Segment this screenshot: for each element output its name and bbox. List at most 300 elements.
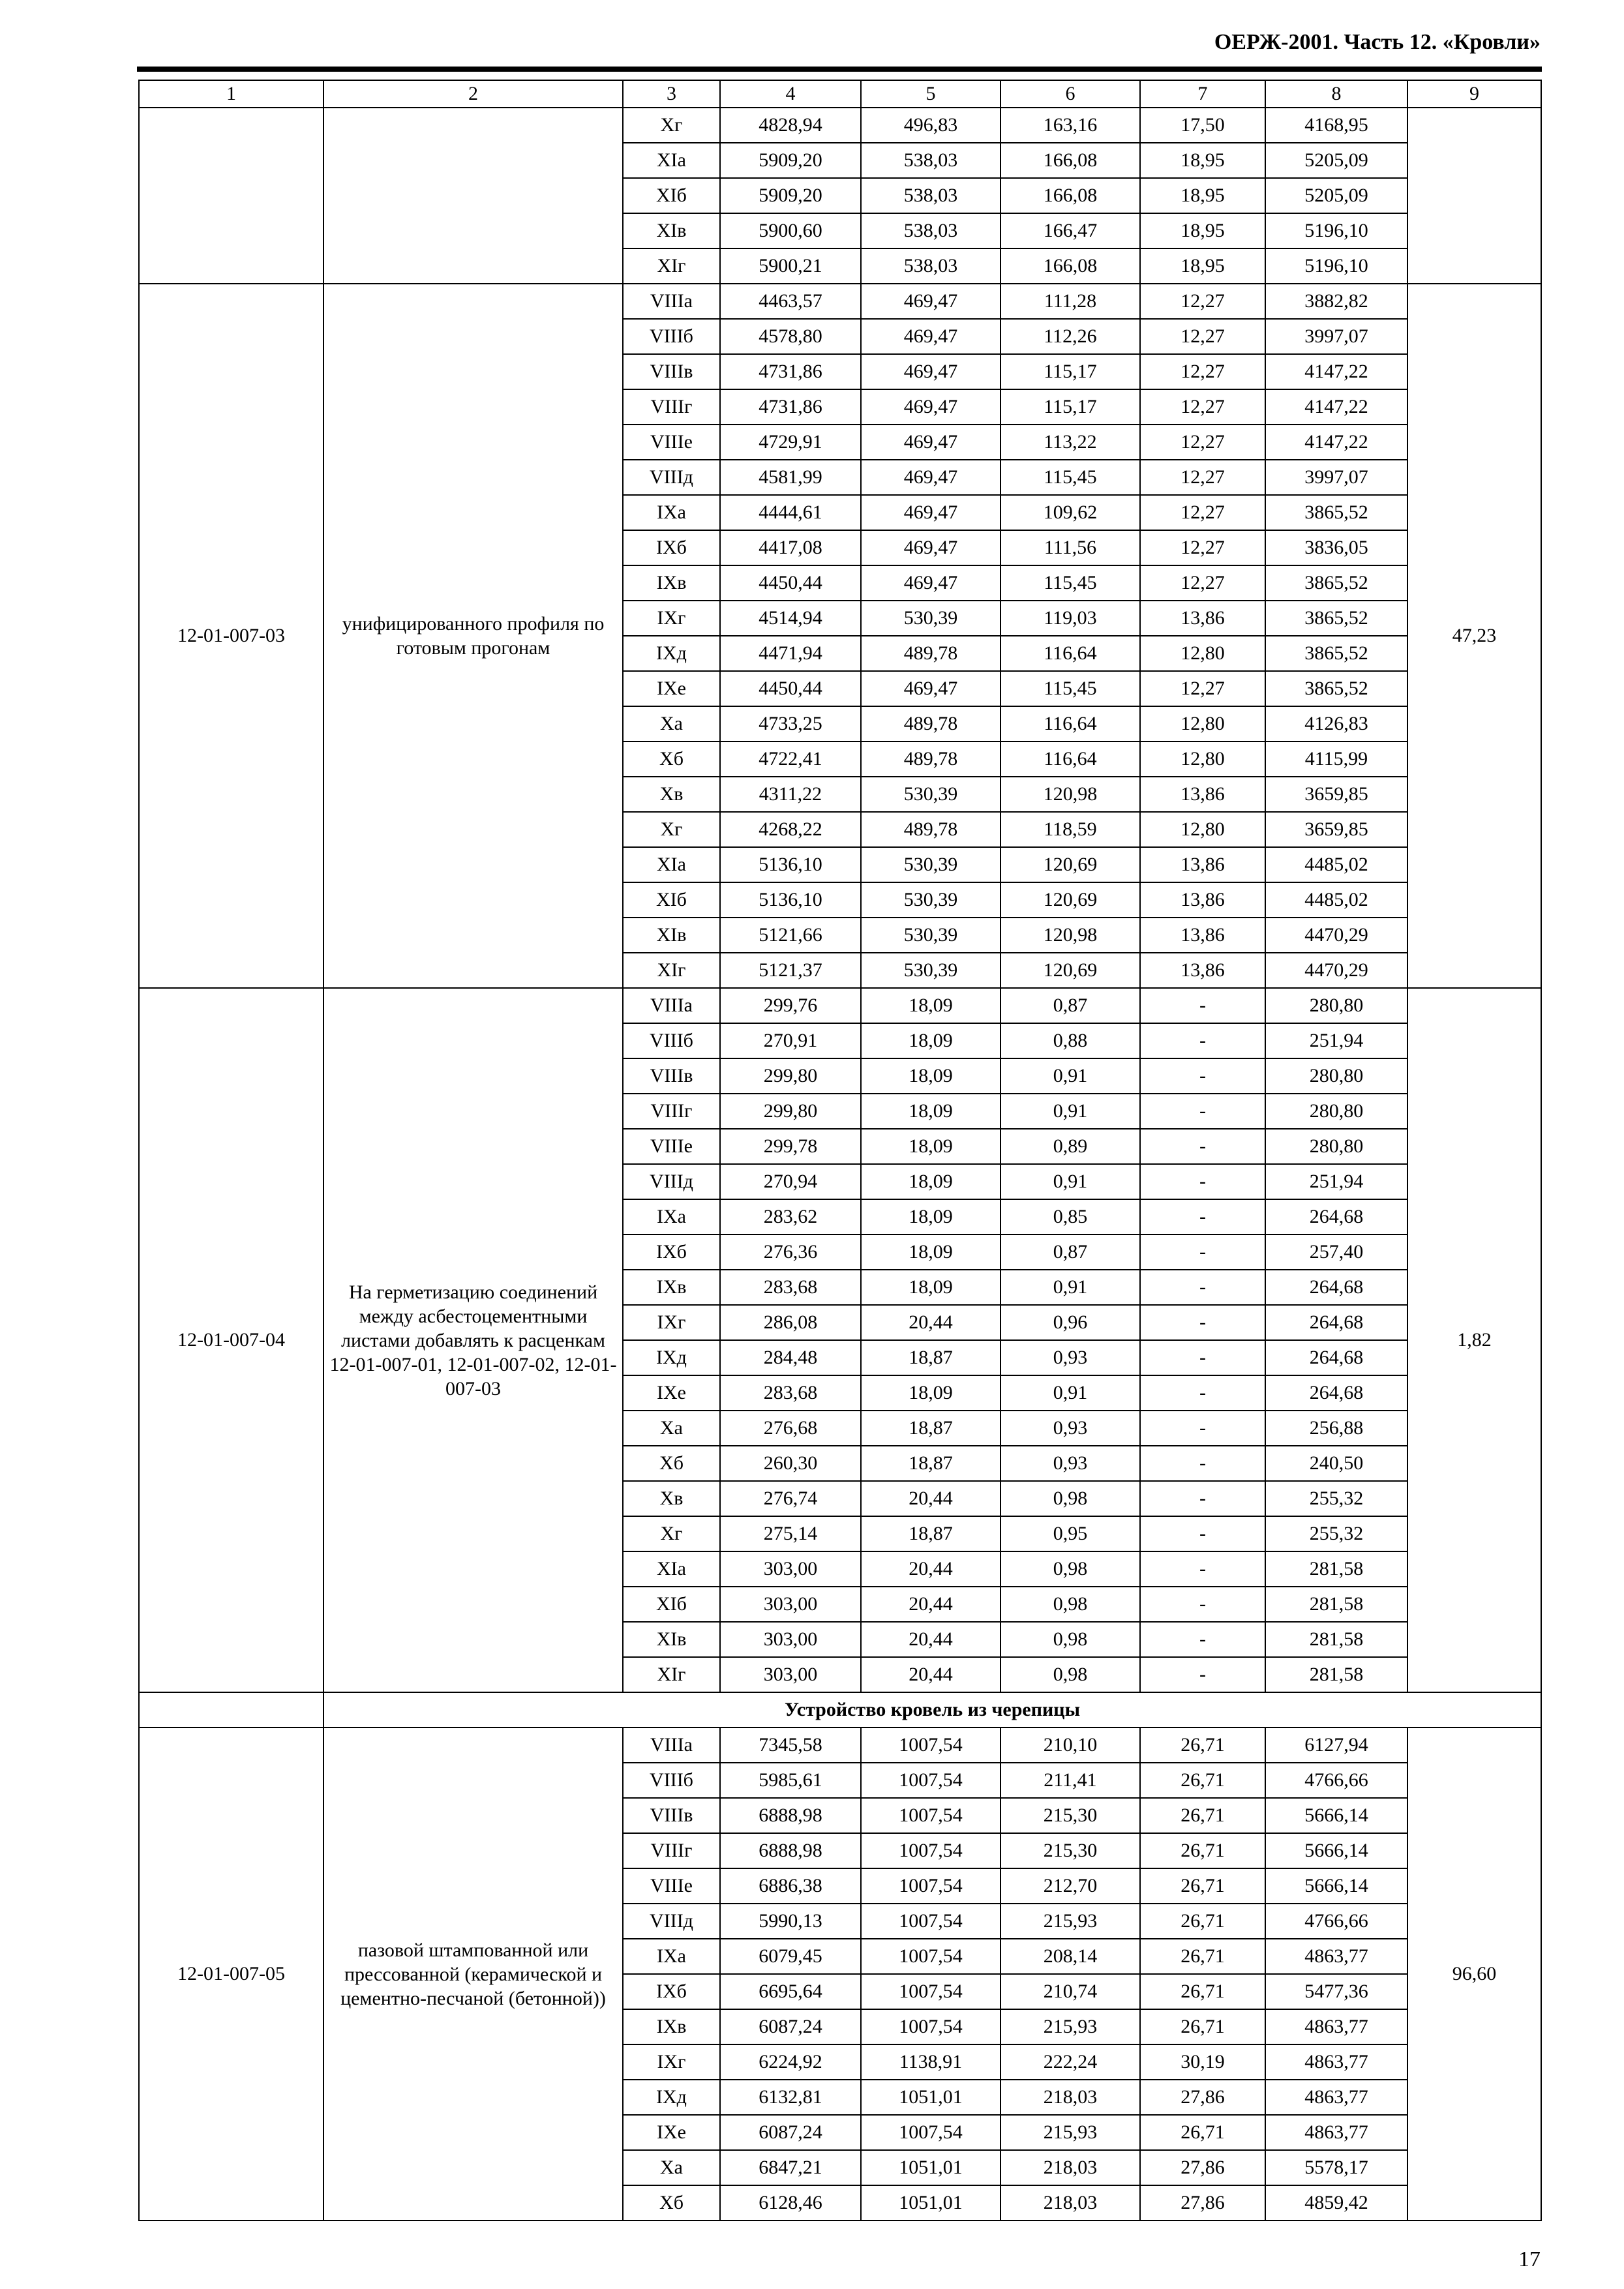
section-title: Устройство кровель из черепицы	[323, 1692, 1541, 1728]
value-cell: 4766,66	[1265, 1763, 1407, 1798]
value-cell: 111,28	[1000, 284, 1140, 319]
zone-cell: XIв	[623, 918, 720, 953]
value-cell: 5196,10	[1265, 248, 1407, 284]
value-cell: 4863,77	[1265, 1939, 1407, 1974]
value-cell: -	[1140, 1411, 1265, 1446]
column-header: 3	[623, 80, 720, 108]
zone-cell: VIIIг	[623, 389, 720, 425]
value-cell: 0,93	[1000, 1446, 1140, 1481]
zone-cell: VIIIг	[623, 1094, 720, 1129]
value-cell: 5136,10	[720, 847, 861, 882]
value-cell: -	[1140, 1129, 1265, 1164]
value-cell: 115,17	[1000, 354, 1140, 389]
zone-cell: XIб	[623, 1587, 720, 1622]
value-cell: 26,71	[1140, 1728, 1265, 1763]
value-cell: 1051,01	[861, 2150, 1000, 2185]
value-cell: 13,86	[1140, 847, 1265, 882]
value-cell: 0,95	[1000, 1516, 1140, 1551]
value-cell: 4722,41	[720, 741, 861, 777]
value-cell: 163,16	[1000, 108, 1140, 143]
zone-cell: IXб	[623, 1234, 720, 1270]
value-cell: 4863,77	[1265, 2009, 1407, 2044]
value-cell: 281,58	[1265, 1657, 1407, 1692]
zone-cell: IXб	[623, 1974, 720, 2009]
value-cell: 303,00	[720, 1657, 861, 1692]
value-cell: 0,91	[1000, 1375, 1140, 1411]
value-cell: 120,69	[1000, 882, 1140, 918]
value-cell: 12,27	[1140, 284, 1265, 319]
value-cell: 6886,38	[720, 1868, 861, 1904]
value-cell: 120,98	[1000, 777, 1140, 812]
value-cell: 166,47	[1000, 213, 1140, 248]
value-cell: 1051,01	[861, 2185, 1000, 2221]
value-cell: 283,62	[720, 1199, 861, 1234]
value-cell: 218,03	[1000, 2080, 1140, 2115]
value-cell: 0,98	[1000, 1551, 1140, 1587]
zone-cell: XIг	[623, 1657, 720, 1692]
zone-cell: VIIIв	[623, 354, 720, 389]
value-cell: 530,39	[861, 777, 1000, 812]
value-cell: 299,76	[720, 988, 861, 1023]
value-cell: 12,27	[1140, 495, 1265, 530]
value-cell: 119,03	[1000, 601, 1140, 636]
value-cell: 109,62	[1000, 495, 1140, 530]
value-cell: 251,94	[1265, 1164, 1407, 1199]
value-cell: 469,47	[861, 565, 1000, 601]
value-cell: 0,88	[1000, 1023, 1140, 1058]
value-cell: 4470,29	[1265, 953, 1407, 988]
value-cell: 270,94	[720, 1164, 861, 1199]
price-table	[138, 80, 1542, 2221]
value-cell: 283,68	[720, 1270, 861, 1305]
value-cell: 489,78	[861, 812, 1000, 847]
value-cell: 240,50	[1265, 1446, 1407, 1481]
value-cell: 489,78	[861, 636, 1000, 671]
value-cell: 5666,14	[1265, 1798, 1407, 1833]
value-cell: -	[1140, 1375, 1265, 1411]
value-cell: 120,98	[1000, 918, 1140, 953]
value-cell: 5578,17	[1265, 2150, 1407, 2185]
value-cell: 18,87	[861, 1516, 1000, 1551]
value-cell: 6888,98	[720, 1833, 861, 1868]
value-cell: 530,39	[861, 847, 1000, 882]
value-cell: 260,30	[720, 1446, 861, 1481]
value-cell: 1007,54	[861, 1868, 1000, 1904]
value-cell: 18,95	[1140, 178, 1265, 213]
value-cell: 0,91	[1000, 1058, 1140, 1094]
value-cell: -	[1140, 1164, 1265, 1199]
value-cell: 18,09	[861, 1129, 1000, 1164]
value-cell: 27,86	[1140, 2150, 1265, 2185]
code-cell	[139, 1692, 323, 1728]
value-cell: 215,30	[1000, 1833, 1140, 1868]
value-cell: 4126,83	[1265, 706, 1407, 741]
value-cell: 111,56	[1000, 530, 1140, 565]
value-cell: 4115,99	[1265, 741, 1407, 777]
value-cell: 18,09	[861, 1164, 1000, 1199]
zone-cell: IXд	[623, 2080, 720, 2115]
column-header: 7	[1140, 80, 1265, 108]
code-cell: 12-01-007-03	[139, 284, 323, 988]
value-cell: -	[1140, 1587, 1265, 1622]
value-cell: 0,87	[1000, 988, 1140, 1023]
value-cell: 5205,09	[1265, 178, 1407, 213]
description-cell: На герметизацию соединений между асбестоцементными листами добавлять к расценкам 12-01-007-01, 12-01-007-02, 12-01-007-03	[323, 988, 623, 1692]
value-cell: 18,95	[1140, 143, 1265, 178]
value-cell: 4578,80	[720, 319, 861, 354]
value-cell: 6079,45	[720, 1939, 861, 1974]
zone-cell: Xб	[623, 741, 720, 777]
value-cell: 18,09	[861, 1375, 1000, 1411]
zone-cell: Xв	[623, 777, 720, 812]
value-cell: 12,27	[1140, 425, 1265, 460]
value-cell: 12,27	[1140, 565, 1265, 601]
value-cell: 4729,91	[720, 425, 861, 460]
value-cell: -	[1140, 1657, 1265, 1692]
value-cell: 4485,02	[1265, 882, 1407, 918]
value-cell: 6847,21	[720, 2150, 861, 2185]
value-cell: 469,47	[861, 425, 1000, 460]
value-cell: 210,74	[1000, 1974, 1140, 2009]
zone-cell: Xа	[623, 2150, 720, 2185]
column-header: 6	[1000, 80, 1140, 108]
value-cell: 0,98	[1000, 1587, 1140, 1622]
value-cell: 218,03	[1000, 2185, 1140, 2221]
value-cell: 5196,10	[1265, 213, 1407, 248]
value-cell: 299,78	[720, 1129, 861, 1164]
table-row	[139, 284, 1541, 319]
zone-cell: VIIIд	[623, 1904, 720, 1939]
value-cell: -	[1140, 1234, 1265, 1270]
value-cell: 264,68	[1265, 1375, 1407, 1411]
value-cell: 6132,81	[720, 2080, 861, 2115]
value-cell: 264,68	[1265, 1305, 1407, 1340]
value-cell: 218,03	[1000, 2150, 1140, 2185]
value-cell: 13,86	[1140, 601, 1265, 636]
price-table-body	[139, 108, 1541, 2221]
value-cell: 1007,54	[861, 1904, 1000, 1939]
zone-cell: Xб	[623, 2185, 720, 2221]
value-cell: 26,71	[1140, 1939, 1265, 1974]
value-cell: 281,58	[1265, 1587, 1407, 1622]
value-cell: 4463,57	[720, 284, 861, 319]
value-cell: 1007,54	[861, 1939, 1000, 1974]
value-cell: 20,44	[861, 1551, 1000, 1587]
value-cell: 489,78	[861, 741, 1000, 777]
value-cell: 13,86	[1140, 882, 1265, 918]
value-cell: 1138,91	[861, 2044, 1000, 2080]
value-cell: 1007,54	[861, 1763, 1000, 1798]
value-cell: 5900,21	[720, 248, 861, 284]
value-cell: 0,98	[1000, 1657, 1140, 1692]
value-cell: 280,80	[1265, 1129, 1407, 1164]
zone-cell: XIб	[623, 178, 720, 213]
value-cell: 5121,37	[720, 953, 861, 988]
value-cell: -	[1140, 1023, 1265, 1058]
value-cell: 26,71	[1140, 1763, 1265, 1798]
value-cell: 530,39	[861, 918, 1000, 953]
value-cell: 5909,20	[720, 178, 861, 213]
value-cell: 18,09	[861, 1199, 1000, 1234]
zone-cell: Xа	[623, 1411, 720, 1446]
value-cell: 12,27	[1140, 530, 1265, 565]
value-cell: 4731,86	[720, 354, 861, 389]
value-cell: 166,08	[1000, 178, 1140, 213]
value-cell: 469,47	[861, 319, 1000, 354]
value-cell: 5909,20	[720, 143, 861, 178]
value-cell: 120,69	[1000, 847, 1140, 882]
value-cell: 210,10	[1000, 1728, 1140, 1763]
value-cell: 3865,52	[1265, 601, 1407, 636]
value-cell: 275,14	[720, 1516, 861, 1551]
value-cell: 0,93	[1000, 1340, 1140, 1375]
zone-cell: VIIIб	[623, 1763, 720, 1798]
value-cell: 116,64	[1000, 741, 1140, 777]
value-cell: 4828,94	[720, 108, 861, 143]
value-cell: 12,80	[1140, 706, 1265, 741]
column-header: 8	[1265, 80, 1407, 108]
value-cell: 280,80	[1265, 988, 1407, 1023]
zone-cell: IXб	[623, 530, 720, 565]
value-cell: -	[1140, 1516, 1265, 1551]
zone-cell: IXв	[623, 565, 720, 601]
value-cell: 12,27	[1140, 319, 1265, 354]
zone-cell: Xв	[623, 1481, 720, 1516]
value-cell: 284,48	[720, 1340, 861, 1375]
value-cell: 18,95	[1140, 213, 1265, 248]
value-cell: -	[1140, 1622, 1265, 1657]
value-cell: 115,17	[1000, 389, 1140, 425]
value-cell: 5121,66	[720, 918, 861, 953]
zone-cell: VIIIг	[623, 1833, 720, 1868]
value-cell: 1007,54	[861, 2115, 1000, 2150]
value-cell: 283,68	[720, 1375, 861, 1411]
zone-cell: XIа	[623, 143, 720, 178]
value-cell: 5136,10	[720, 882, 861, 918]
zone-cell: Xг	[623, 1516, 720, 1551]
description-cell: унифицированного профиля по готовым прогонам	[323, 284, 623, 988]
value-cell: 538,03	[861, 248, 1000, 284]
value-cell: 4863,77	[1265, 2080, 1407, 2115]
value-cell: 3659,85	[1265, 777, 1407, 812]
value-cell: 264,68	[1265, 1270, 1407, 1305]
value-cell: -	[1140, 1481, 1265, 1516]
zone-cell: IXг	[623, 2044, 720, 2080]
value-cell: 489,78	[861, 706, 1000, 741]
value-cell: 1007,54	[861, 2009, 1000, 2044]
value-cell: 299,80	[720, 1058, 861, 1094]
value-cell: -	[1140, 1446, 1265, 1481]
value-cell: 1007,54	[861, 1974, 1000, 2009]
value-cell: 276,74	[720, 1481, 861, 1516]
value-cell: 530,39	[861, 601, 1000, 636]
value-cell: 116,64	[1000, 706, 1140, 741]
value-cell: 4147,22	[1265, 354, 1407, 389]
value-cell: 4450,44	[720, 565, 861, 601]
value-cell: 469,47	[861, 389, 1000, 425]
zone-cell: XIг	[623, 953, 720, 988]
page-number: 17	[1518, 2247, 1541, 2271]
value-cell: 251,94	[1265, 1023, 1407, 1058]
header-rule	[137, 67, 1542, 72]
value-cell: 6695,64	[720, 1974, 861, 2009]
table-row	[139, 1728, 1541, 1763]
value-cell: 469,47	[861, 284, 1000, 319]
value-cell: 166,08	[1000, 248, 1140, 284]
value-cell: 115,45	[1000, 460, 1140, 495]
value-cell: -	[1140, 1551, 1265, 1587]
document-header: ОЕРЖ-2001. Часть 12. «Кровли»	[1214, 30, 1541, 54]
value-cell: 6888,98	[720, 1798, 861, 1833]
zone-cell: VIIIе	[623, 1129, 720, 1164]
value-cell: 212,70	[1000, 1868, 1140, 1904]
value-cell: 0,96	[1000, 1305, 1140, 1340]
value-cell: 299,80	[720, 1094, 861, 1129]
value-cell: 215,93	[1000, 2115, 1140, 2150]
value-cell: 4268,22	[720, 812, 861, 847]
value-cell: 530,39	[861, 953, 1000, 988]
value-cell: 18,87	[861, 1446, 1000, 1481]
value-cell: 3659,85	[1265, 812, 1407, 847]
value-cell: 26,71	[1140, 1904, 1265, 1939]
value-cell: 0,87	[1000, 1234, 1140, 1270]
zone-cell: VIIIб	[623, 1023, 720, 1058]
zone-cell: XIв	[623, 1622, 720, 1657]
value-cell: 255,32	[1265, 1516, 1407, 1551]
zone-cell: IXд	[623, 636, 720, 671]
zone-cell: VIIIд	[623, 460, 720, 495]
table-row	[139, 108, 1541, 143]
value-cell: 115,45	[1000, 565, 1140, 601]
value-cell: -	[1140, 1270, 1265, 1305]
value-cell: 18,09	[861, 1270, 1000, 1305]
description-cell: пазовой штампованной или прессованной (керамической и цементно-песчаной (бетонной))	[323, 1728, 623, 2221]
value-cell: 303,00	[720, 1622, 861, 1657]
value-cell: 4147,22	[1265, 389, 1407, 425]
value-cell: 496,83	[861, 108, 1000, 143]
value-cell: 20,44	[861, 1622, 1000, 1657]
zone-cell: IXе	[623, 671, 720, 706]
value-cell: 3865,52	[1265, 495, 1407, 530]
value-cell: 12,27	[1140, 389, 1265, 425]
value-cell: 166,08	[1000, 143, 1140, 178]
value-cell: 303,00	[720, 1551, 861, 1587]
column-header: 5	[861, 80, 1000, 108]
value-cell: 26,71	[1140, 1833, 1265, 1868]
zone-cell: VIIIб	[623, 319, 720, 354]
value-cell: 4417,08	[720, 530, 861, 565]
zone-cell: IXе	[623, 2115, 720, 2150]
value-cell: 215,93	[1000, 1904, 1140, 1939]
value-cell: 3865,52	[1265, 636, 1407, 671]
value-cell: 4863,77	[1265, 2044, 1407, 2080]
value-cell: 3865,52	[1265, 565, 1407, 601]
value-cell: 1007,54	[861, 1833, 1000, 1868]
value-cell: 1007,54	[861, 1728, 1000, 1763]
column-header: 4	[720, 80, 861, 108]
value-cell: 12,80	[1140, 812, 1265, 847]
value-cell: 4444,61	[720, 495, 861, 530]
column-header: 9	[1407, 80, 1541, 108]
value-cell: 469,47	[861, 460, 1000, 495]
column-header: 1	[139, 80, 323, 108]
extra-cell: 96,60	[1407, 1728, 1541, 2221]
value-cell: 118,59	[1000, 812, 1140, 847]
value-cell: 18,95	[1140, 248, 1265, 284]
zone-cell: IXе	[623, 1375, 720, 1411]
value-cell: 5205,09	[1265, 143, 1407, 178]
value-cell: -	[1140, 1305, 1265, 1340]
zone-cell: VIIIа	[623, 988, 720, 1023]
value-cell: 538,03	[861, 213, 1000, 248]
value-cell: 26,71	[1140, 1868, 1265, 1904]
value-cell: 538,03	[861, 143, 1000, 178]
value-cell: 0,89	[1000, 1129, 1140, 1164]
value-cell: -	[1140, 988, 1265, 1023]
zone-cell: VIIIд	[623, 1164, 720, 1199]
value-cell: 0,93	[1000, 1411, 1140, 1446]
value-cell: 18,09	[861, 988, 1000, 1023]
value-cell: 469,47	[861, 495, 1000, 530]
value-cell: 303,00	[720, 1587, 861, 1622]
value-cell: 257,40	[1265, 1234, 1407, 1270]
value-cell: 4147,22	[1265, 425, 1407, 460]
value-cell: 0,85	[1000, 1199, 1140, 1234]
value-cell: 3836,05	[1265, 530, 1407, 565]
value-cell: 27,86	[1140, 2080, 1265, 2115]
value-cell: 280,80	[1265, 1058, 1407, 1094]
code-cell: 12-01-007-04	[139, 988, 323, 1692]
value-cell: 116,64	[1000, 636, 1140, 671]
value-cell: 6224,92	[720, 2044, 861, 2080]
value-cell: 280,80	[1265, 1094, 1407, 1129]
value-cell: 281,58	[1265, 1551, 1407, 1587]
value-cell: 7345,58	[720, 1728, 861, 1763]
zone-cell: Xг	[623, 812, 720, 847]
value-cell: 264,68	[1265, 1199, 1407, 1234]
value-cell: 281,58	[1265, 1622, 1407, 1657]
value-cell: 5477,36	[1265, 1974, 1407, 2009]
value-cell: 17,50	[1140, 108, 1265, 143]
value-cell: 4485,02	[1265, 847, 1407, 882]
value-cell: 26,71	[1140, 2115, 1265, 2150]
value-cell: 286,08	[720, 1305, 861, 1340]
value-cell: 0,91	[1000, 1094, 1140, 1129]
value-cell: -	[1140, 1058, 1265, 1094]
value-cell: 18,87	[861, 1411, 1000, 1446]
zone-cell: VIIIа	[623, 284, 720, 319]
description-cell	[323, 108, 623, 284]
value-cell: 26,71	[1140, 1798, 1265, 1833]
zone-cell: XIв	[623, 213, 720, 248]
zone-cell: IXг	[623, 601, 720, 636]
zone-cell: IXг	[623, 1305, 720, 1340]
value-cell: 6087,24	[720, 2115, 861, 2150]
zone-cell: VIIIа	[623, 1728, 720, 1763]
value-cell: 4471,94	[720, 636, 861, 671]
value-cell: 13,86	[1140, 953, 1265, 988]
value-cell: 3865,52	[1265, 671, 1407, 706]
zone-cell: IXа	[623, 1939, 720, 1974]
value-cell: 5985,61	[720, 1763, 861, 1798]
value-cell: 4766,66	[1265, 1904, 1407, 1939]
zone-cell: IXв	[623, 2009, 720, 2044]
value-cell: 6128,46	[720, 2185, 861, 2221]
value-cell: 13,86	[1140, 777, 1265, 812]
value-cell: 6127,94	[1265, 1728, 1407, 1763]
zone-cell: VIIIе	[623, 425, 720, 460]
value-cell: 20,44	[861, 1657, 1000, 1692]
